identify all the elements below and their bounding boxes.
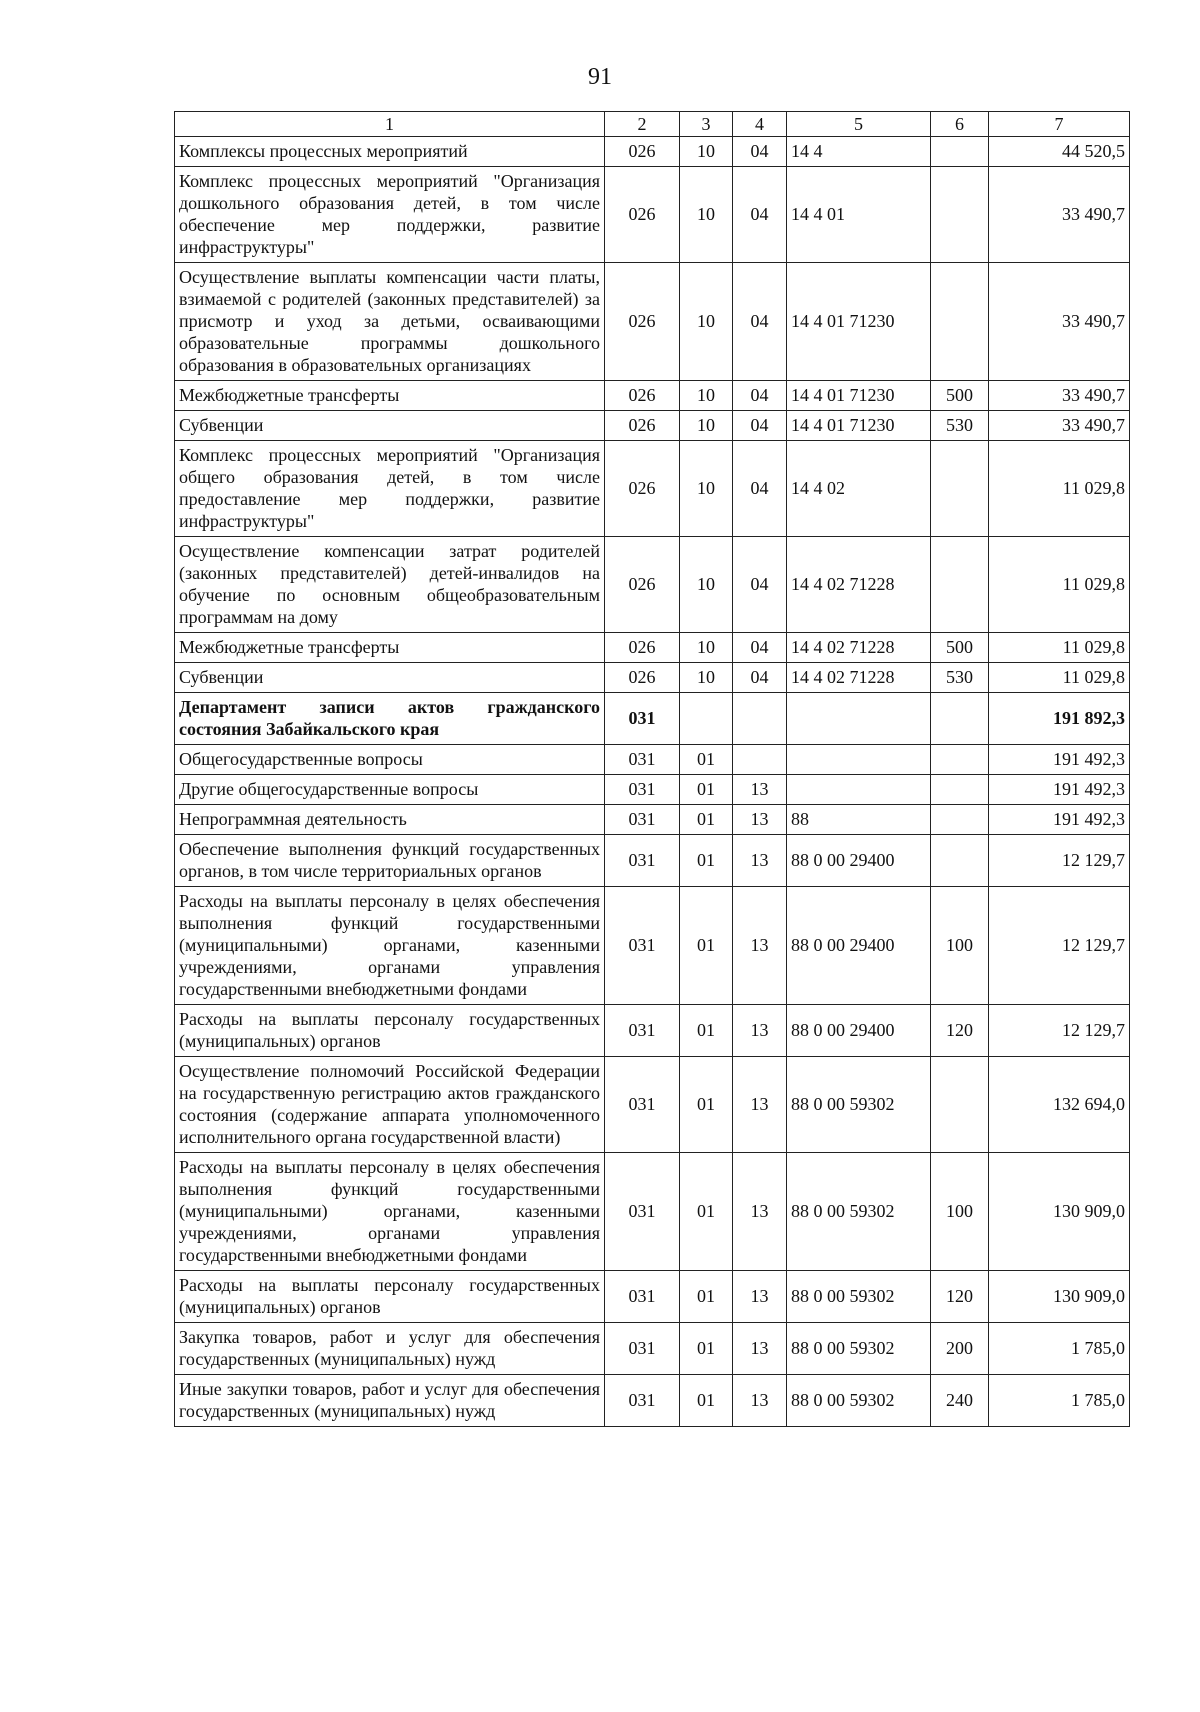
admin-code-cell: 031 (605, 887, 680, 1005)
table-row (175, 1153, 1130, 1271)
target-article-cell: 14 4 01 71230 (787, 381, 931, 411)
row-name-cell: Межбюджетные трансферты (175, 381, 605, 411)
amount-cell: 132 694,0 (989, 1057, 1130, 1153)
subsection-code-cell: 04 (733, 663, 787, 693)
expense-type-cell (931, 137, 989, 167)
amount-cell: 191 492,3 (989, 745, 1130, 775)
expense-type-cell: 240 (931, 1375, 989, 1427)
expense-type-cell (931, 167, 989, 263)
row-name-cell: Департамент записи актов гражданского состояния Забайкальского края (175, 693, 605, 745)
row-name-cell: Осуществление выплаты компенсации части платы, взимаемой с родителей (законных представителей) за присмотр и уход за детьми, осваивающими образовательные программы дошкольного образования в образовательных организациях (175, 263, 605, 381)
row-name-cell: Общегосударственные вопросы (175, 745, 605, 775)
table-row (175, 381, 1130, 411)
column-header: 3 (680, 112, 733, 137)
row-name-cell: Закупка товаров, работ и услуг для обеспечения государственных (муниципальных) нужд (175, 1323, 605, 1375)
expense-type-cell (931, 537, 989, 633)
expense-type-cell (931, 745, 989, 775)
expense-type-cell: 120 (931, 1005, 989, 1057)
section-code-cell (680, 693, 733, 745)
amount-cell: 130 909,0 (989, 1153, 1130, 1271)
expense-type-cell: 100 (931, 887, 989, 1005)
admin-code-cell: 031 (605, 1375, 680, 1427)
column-header: 7 (989, 112, 1130, 137)
amount-cell: 12 129,7 (989, 1005, 1130, 1057)
section-code-cell: 01 (680, 1323, 733, 1375)
subsection-code-cell: 04 (733, 167, 787, 263)
amount-cell: 191 892,3 (989, 693, 1130, 745)
subsection-code-cell: 04 (733, 633, 787, 663)
admin-code-cell: 026 (605, 263, 680, 381)
target-article-cell: 14 4 01 (787, 167, 931, 263)
subsection-code-cell: 13 (733, 1271, 787, 1323)
target-article-cell: 88 0 00 59302 (787, 1323, 931, 1375)
admin-code-cell: 031 (605, 835, 680, 887)
expense-type-cell (931, 775, 989, 805)
admin-code-cell: 031 (605, 775, 680, 805)
subsection-code-cell: 04 (733, 537, 787, 633)
expense-type-cell (931, 1057, 989, 1153)
amount-cell: 44 520,5 (989, 137, 1130, 167)
target-article-cell: 14 4 02 (787, 441, 931, 537)
amount-cell: 33 490,7 (989, 167, 1130, 263)
admin-code-cell: 026 (605, 633, 680, 663)
subsection-code-cell: 13 (733, 1057, 787, 1153)
table-row (175, 835, 1130, 887)
expense-type-cell (931, 441, 989, 537)
section-code-cell: 01 (680, 745, 733, 775)
amount-cell: 33 490,7 (989, 411, 1130, 441)
target-article-cell: 14 4 02 71228 (787, 633, 931, 663)
column-header: 2 (605, 112, 680, 137)
row-name-cell: Субвенции (175, 411, 605, 441)
admin-code-cell: 031 (605, 693, 680, 745)
subsection-code-cell: 13 (733, 805, 787, 835)
section-code-cell: 10 (680, 441, 733, 537)
section-code-cell: 10 (680, 381, 733, 411)
table-row (175, 633, 1130, 663)
expense-type-cell: 100 (931, 1153, 989, 1271)
target-article-cell: 14 4 (787, 137, 931, 167)
expense-type-cell: 530 (931, 663, 989, 693)
subsection-code-cell: 13 (733, 1153, 787, 1271)
admin-code-cell: 031 (605, 1153, 680, 1271)
admin-code-cell: 026 (605, 441, 680, 537)
admin-code-cell: 026 (605, 411, 680, 441)
row-name-cell: Комплекс процессных мероприятий "Организация общего образования детей, в том числе предоставление мер поддержки, развитие инфраструктуры" (175, 441, 605, 537)
subsection-code-cell: 04 (733, 411, 787, 441)
section-code-cell: 01 (680, 1271, 733, 1323)
table-row (175, 441, 1130, 537)
table-body (175, 137, 1130, 1427)
target-article-cell: 88 (787, 805, 931, 835)
admin-code-cell: 031 (605, 1323, 680, 1375)
target-article-cell: 14 4 02 71228 (787, 663, 931, 693)
amount-cell: 33 490,7 (989, 263, 1130, 381)
section-code-cell: 01 (680, 1005, 733, 1057)
table-row (175, 137, 1130, 167)
row-name-cell: Расходы на выплаты персоналу государственных (муниципальных) органов (175, 1005, 605, 1057)
table-row (175, 1057, 1130, 1153)
section-code-cell: 10 (680, 167, 733, 263)
admin-code-cell: 026 (605, 381, 680, 411)
amount-cell: 12 129,7 (989, 887, 1130, 1005)
amount-cell: 11 029,8 (989, 441, 1130, 537)
subsection-code-cell: 13 (733, 775, 787, 805)
expense-type-cell (931, 263, 989, 381)
target-article-cell: 88 0 00 59302 (787, 1057, 931, 1153)
subsection-code-cell: 13 (733, 1375, 787, 1427)
table-row (175, 887, 1130, 1005)
row-name-cell: Непрограммная деятельность (175, 805, 605, 835)
subsection-code-cell (733, 693, 787, 745)
row-name-cell: Субвенции (175, 663, 605, 693)
target-article-cell: 88 0 00 59302 (787, 1375, 931, 1427)
target-article-cell: 14 4 01 71230 (787, 263, 931, 381)
column-header: 5 (787, 112, 931, 137)
section-code-cell: 01 (680, 775, 733, 805)
table-row (175, 411, 1130, 441)
section-code-cell: 10 (680, 633, 733, 663)
row-name-cell: Комплекс процессных мероприятий "Организация дошкольного образования детей, в том числе обеспечение мер поддержки, развитие инфраструктуры" (175, 167, 605, 263)
row-name-cell: Расходы на выплаты персоналу в целях обеспечения выполнения функций государственными (муниципальными) органами, казенными учреждениями, органами управления государственными внебюджетными фондами (175, 887, 605, 1005)
expense-type-cell (931, 805, 989, 835)
row-name-cell: Иные закупки товаров, работ и услуг для обеспечения государственных (муниципальных) нужд (175, 1375, 605, 1427)
amount-cell: 12 129,7 (989, 835, 1130, 887)
row-name-cell: Осуществление компенсации затрат родителей (законных представителей) детей-инвалидов на обучение по основным общеобразовательным программам на дому (175, 537, 605, 633)
subsection-code-cell: 13 (733, 835, 787, 887)
amount-cell: 11 029,8 (989, 663, 1130, 693)
section-code-cell: 10 (680, 137, 733, 167)
target-article-cell: 88 0 00 59302 (787, 1271, 931, 1323)
table-row (175, 775, 1130, 805)
expense-type-cell: 530 (931, 411, 989, 441)
table-row (175, 167, 1130, 263)
admin-code-cell: 026 (605, 167, 680, 263)
admin-code-cell: 031 (605, 805, 680, 835)
amount-cell: 1 785,0 (989, 1375, 1130, 1427)
target-article-cell (787, 775, 931, 805)
subsection-code-cell: 04 (733, 381, 787, 411)
admin-code-cell: 026 (605, 663, 680, 693)
subsection-code-cell: 04 (733, 137, 787, 167)
subsection-code-cell: 13 (733, 887, 787, 1005)
admin-code-cell: 031 (605, 745, 680, 775)
row-name-cell: Комплексы процессных мероприятий (175, 137, 605, 167)
section-code-cell: 10 (680, 411, 733, 441)
row-name-cell: Расходы на выплаты персоналу в целях обеспечения выполнения функций государственными (муниципальными) органами, казенными учреждениями, органами управления государственными внебюджетными фондами (175, 1153, 605, 1271)
amount-cell: 33 490,7 (989, 381, 1130, 411)
target-article-cell: 88 0 00 29400 (787, 835, 931, 887)
table-row (175, 1375, 1130, 1427)
table-header-row (175, 112, 1130, 137)
expense-type-cell (931, 693, 989, 745)
subsection-code-cell: 04 (733, 263, 787, 381)
admin-code-cell: 031 (605, 1057, 680, 1153)
table-row (175, 745, 1130, 775)
section-code-cell: 01 (680, 805, 733, 835)
row-name-cell: Обеспечение выполнения функций государственных органов, в том числе территориальных органов (175, 835, 605, 887)
amount-cell: 11 029,8 (989, 633, 1130, 663)
expense-type-cell: 120 (931, 1271, 989, 1323)
column-header: 6 (931, 112, 989, 137)
amount-cell: 191 492,3 (989, 775, 1130, 805)
table-row (175, 663, 1130, 693)
target-article-cell: 88 0 00 59302 (787, 1153, 931, 1271)
subsection-code-cell: 13 (733, 1005, 787, 1057)
admin-code-cell: 031 (605, 1005, 680, 1057)
row-name-cell: Межбюджетные трансферты (175, 633, 605, 663)
table-row (175, 805, 1130, 835)
section-code-cell: 01 (680, 1153, 733, 1271)
expense-type-cell: 500 (931, 633, 989, 663)
expense-type-cell: 500 (931, 381, 989, 411)
section-code-cell: 01 (680, 835, 733, 887)
row-name-cell: Другие общегосударственные вопросы (175, 775, 605, 805)
table-row (175, 1005, 1130, 1057)
admin-code-cell: 026 (605, 537, 680, 633)
admin-code-cell: 026 (605, 137, 680, 167)
table-row (175, 1323, 1130, 1375)
target-article-cell: 88 0 00 29400 (787, 1005, 931, 1057)
target-article-cell (787, 745, 931, 775)
section-code-cell: 01 (680, 1057, 733, 1153)
budget-table (174, 111, 1130, 1427)
table-row (175, 263, 1130, 381)
target-article-cell (787, 693, 931, 745)
table-row (175, 1271, 1130, 1323)
amount-cell: 11 029,8 (989, 537, 1130, 633)
section-code-cell: 10 (680, 663, 733, 693)
admin-code-cell: 031 (605, 1271, 680, 1323)
column-header: 1 (175, 112, 605, 137)
subsection-code-cell: 04 (733, 441, 787, 537)
row-name-cell: Расходы на выплаты персоналу государственных (муниципальных) органов (175, 1271, 605, 1323)
row-name-cell: Осуществление полномочий Российской Федерации на государственную регистрацию актов гражданского состояния (содержание аппарата уполномоченного исполнительного органа государственной власти) (175, 1057, 605, 1153)
expense-type-cell (931, 835, 989, 887)
target-article-cell: 14 4 01 71230 (787, 411, 931, 441)
table-row (175, 693, 1130, 745)
column-header: 4 (733, 112, 787, 137)
section-code-cell: 01 (680, 1375, 733, 1427)
section-code-cell: 10 (680, 263, 733, 381)
subsection-code-cell (733, 745, 787, 775)
target-article-cell: 14 4 02 71228 (787, 537, 931, 633)
subsection-code-cell: 13 (733, 1323, 787, 1375)
amount-cell: 191 492,3 (989, 805, 1130, 835)
section-code-cell: 01 (680, 887, 733, 1005)
expense-type-cell: 200 (931, 1323, 989, 1375)
amount-cell: 130 909,0 (989, 1271, 1130, 1323)
page-number: 91 (588, 64, 612, 90)
table-row (175, 537, 1130, 633)
amount-cell: 1 785,0 (989, 1323, 1130, 1375)
section-code-cell: 10 (680, 537, 733, 633)
target-article-cell: 88 0 00 29400 (787, 887, 931, 1005)
